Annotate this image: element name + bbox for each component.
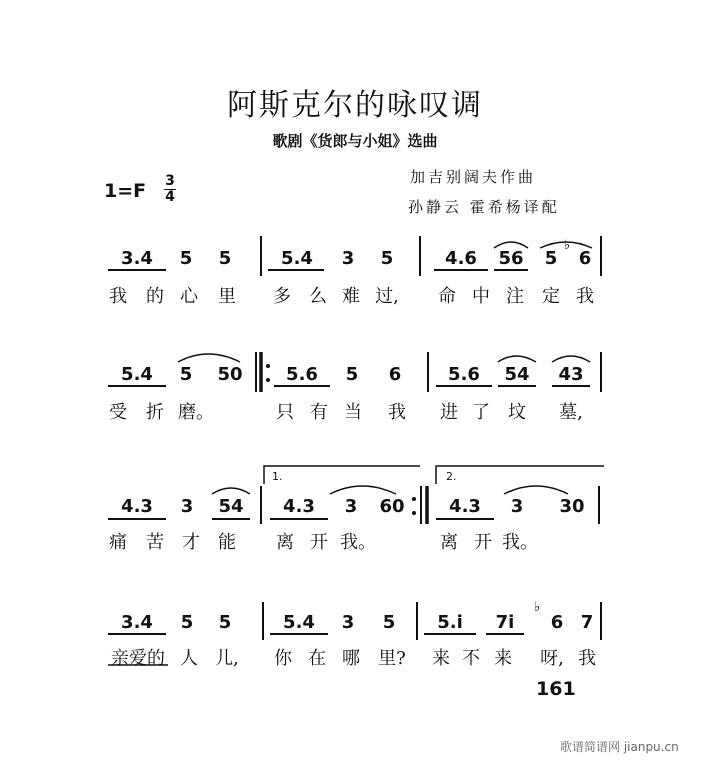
lyric: 你 [274,648,292,669]
note: 5 [218,248,232,269]
song-subtitle: 歌剧《货郎与小姐》选曲 [272,132,438,150]
lyric: 么 [309,286,327,307]
lyric: 开 [474,532,492,553]
note: 3 [341,612,355,633]
note: 5 [544,248,558,269]
lyric: 能 [218,532,236,553]
lyric: 我。 [340,532,376,553]
time-signature-top: 3 [165,173,175,189]
volta-bracket-2 [436,466,604,484]
slur [212,488,250,494]
lyric: 中 [472,286,490,307]
repeat-dot [412,497,416,501]
lyric: 我 [578,648,596,669]
slur [504,486,568,494]
lyric: 有 [310,402,328,423]
note: 3 [180,496,194,517]
repeat-dot [266,364,270,368]
lyric: 哪 [342,648,360,669]
lyric: 我 [109,286,127,307]
lyric: 亲爱的 [111,648,165,669]
lyric: 痛 [109,532,127,553]
note: 5 [180,612,194,633]
note: 5.6 [286,364,318,385]
page-number: 161 [536,678,576,700]
lyric: 难 [342,286,360,307]
lyric: 定 [542,286,560,307]
note: 5 [179,248,193,269]
note: 4.6 [445,248,477,269]
lyric: 命 [438,286,456,307]
note: 3 [341,248,355,269]
lyric: 不 [462,648,480,669]
note: 5 [218,612,232,633]
note: 5 [380,248,394,269]
lyric: 开 [310,532,328,553]
lyric: 里? [378,648,406,669]
lyric: 儿, [215,648,239,669]
lyric: 我 [576,286,594,307]
note: 6 [550,612,564,633]
lyric: 离 [440,532,458,553]
key-signature: 1=F [104,180,147,202]
lyric: 注 [506,286,524,307]
lyric: 来 [494,648,512,669]
lyric: 我。 [502,532,538,553]
note: 60 [379,496,405,517]
flat-sign: ♭ [534,600,541,615]
lyric: 才 [182,532,200,553]
lyric: 只 [276,402,294,423]
note: 7 [580,612,594,633]
note: 4.3 [449,496,481,517]
lyric: 心 [180,286,198,307]
note: 4.3 [121,496,153,517]
note: 5.4 [281,248,313,269]
slur [178,354,240,362]
lyric: 进 [440,402,458,423]
volta-bracket-1 [264,466,420,484]
note: 3.4 [121,612,153,633]
note: 3 [344,496,358,517]
lyric: 里 [218,286,236,307]
note: 5.4 [283,612,315,633]
slur [552,356,590,362]
note: 3.4 [121,248,153,269]
flat-sign: ♭ [564,238,571,253]
lyric: 来 [432,648,450,669]
note: 5 [345,364,359,385]
lyric: 我 [388,402,406,423]
lyric: 人 [180,648,198,669]
lyric: 坟 [508,402,526,423]
note: 30 [559,496,585,517]
lyric: 了 [472,402,490,423]
watermark: 歌谱简谱网 jianpu.cn [560,740,679,754]
note: 50 [217,364,243,385]
note: 5.i [437,612,463,633]
note: 43 [558,364,584,385]
lyric: 多 [273,286,291,307]
lyric: 折 [146,402,164,423]
time-signature-bottom: 4 [165,189,175,205]
ending-number-1: 1. [272,470,283,483]
note: 54 [504,364,530,385]
lyric: 受 [109,402,127,423]
lyric: 离 [276,532,294,553]
slur [330,486,396,494]
note: 5.4 [121,364,153,385]
note: 5.6 [448,364,480,385]
ending-number-2: 2. [446,470,457,483]
lyric: 的 [146,286,164,307]
lyric: 墓, [559,402,583,423]
lyric: 在 [308,648,326,669]
lyric: 过, [375,286,399,307]
song-title: 阿斯克尔的咏叹调 [227,88,483,123]
note: 7i [495,612,515,633]
slur [498,356,536,362]
note: 4.3 [283,496,315,517]
repeat-dot [412,511,416,515]
note: 3 [510,496,524,517]
note: 6 [578,248,592,269]
repeat-dot [266,378,270,382]
lyric: 呀, [540,648,564,669]
note: 56 [498,248,524,269]
lyric: 磨。 [178,402,214,423]
note: 5 [382,612,396,633]
lyric: 当 [344,402,362,423]
note: 54 [218,496,244,517]
lyric: 苦 [146,532,164,553]
composer-credit: 加吉别阔夫作曲 [410,168,537,186]
note: 5 [179,364,193,385]
note: 6 [388,364,402,385]
translator-credit: 孙静云 霍希杨译配 [408,198,560,216]
